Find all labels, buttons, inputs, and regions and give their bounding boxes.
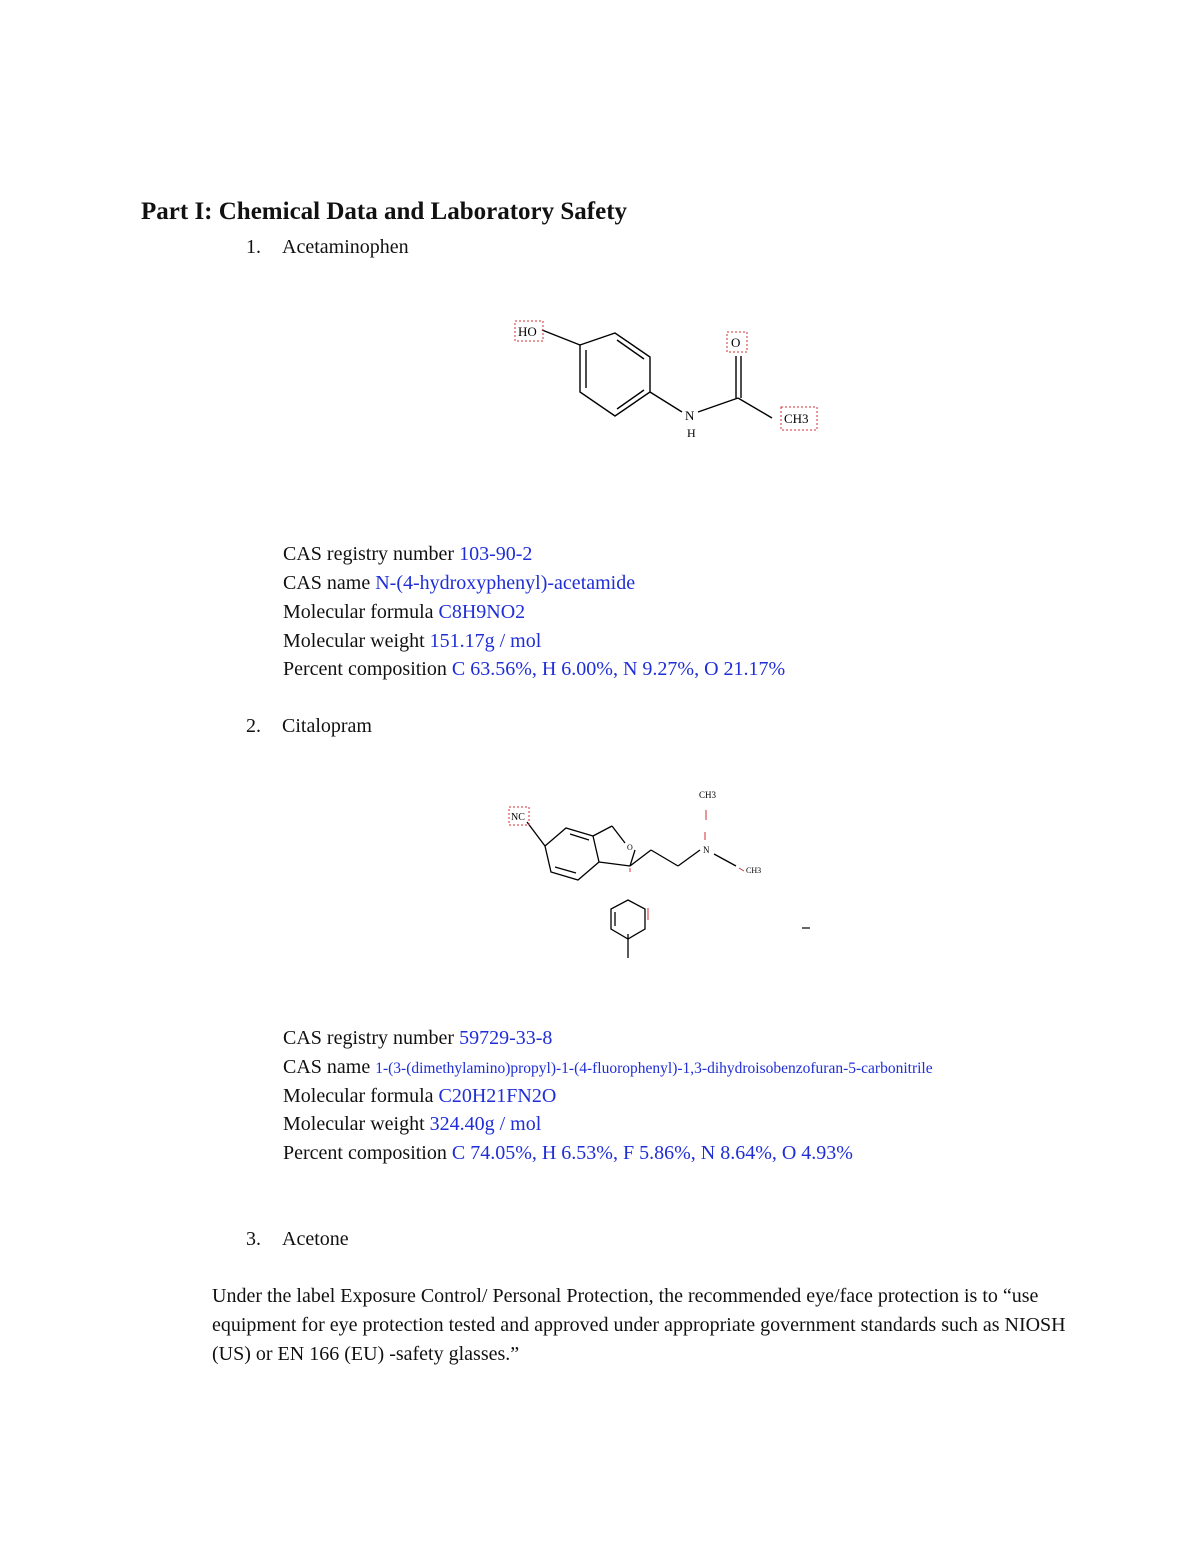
item-name: Acetaminophen (282, 236, 409, 258)
field-value: C 63.56%, H 6.00%, N 9.27%, O 21.17% (451, 658, 786, 680)
h-label: H (687, 426, 696, 440)
field-label: CAS registry number (283, 1027, 455, 1049)
list-item-citalopram (246, 715, 372, 738)
field-label: Molecular formula (283, 601, 434, 623)
field-label: Molecular weight (283, 1113, 425, 1135)
o-label: O (731, 335, 741, 350)
field-label: CAS name (283, 572, 371, 594)
list-item-acetaminophen (246, 236, 409, 259)
item-number: 1. (246, 236, 261, 258)
molecular-weight-row (283, 1113, 541, 1136)
cas-number-row (283, 1027, 552, 1050)
item-name: Citalopram (282, 715, 372, 737)
field-value: 324.40g / mol (429, 1113, 542, 1135)
page-title: Part I: Chemical Data and Laboratory Safety (141, 198, 628, 225)
field-value: 151.17g / mol (429, 630, 542, 652)
percent-composition-row (283, 658, 785, 681)
field-value: 59729-33-8 (459, 1027, 553, 1049)
molecular-formula-row (283, 601, 525, 624)
field-label: CAS name (283, 1056, 371, 1078)
field-label: Percent composition (283, 658, 447, 680)
ch3-right-label: CH3 (746, 866, 762, 875)
field-value: N-(4-hydroxyphenyl)-acetamide (375, 572, 636, 594)
cas-name-row (283, 572, 635, 595)
field-label: Molecular weight (283, 630, 425, 652)
n-label: N (685, 408, 695, 423)
cas-number-row (283, 543, 532, 566)
item-number: 2. (246, 715, 261, 737)
cas-name-row (283, 1056, 933, 1079)
percent-composition-row (283, 1142, 853, 1165)
item-name: Acetone (282, 1228, 349, 1250)
o-label: O (627, 843, 633, 852)
safety-paragraph: Under the label Exposure Control/ Personal Protection, the recommended eye/face protection is to “use equipment for eye protection tested and approved under appropriate government standards such as NIOSH (US) or EN 166 (EU) -safety glasses.” (212, 1285, 1066, 1365)
citalopram-structure (500, 780, 840, 985)
list-item-acetone (246, 1228, 349, 1251)
ho-label: HO (518, 324, 537, 339)
molecular-weight-row (283, 630, 541, 653)
ch3-label: CH3 (784, 411, 809, 426)
molecular-formula-row (283, 1085, 556, 1108)
field-label: CAS registry number (283, 543, 455, 565)
field-value: C8H9NO2 (438, 601, 526, 623)
field-value: C 74.05%, H 6.53%, F 5.86%, N 8.64%, O 4.93% (451, 1142, 853, 1164)
n-label: N (703, 845, 710, 855)
item-number: 3. (246, 1228, 261, 1250)
field-label: Percent composition (283, 1142, 447, 1164)
field-label: Molecular formula (283, 1085, 434, 1107)
field-value: 103-90-2 (459, 543, 533, 565)
field-value: C20H21FN2O (438, 1085, 557, 1107)
field-value: 1-(3-(dimethylamino)propyl)-1-(4-fluorophenyl)-1,3-dihydroisobenzofuran-5-carbonitrile (375, 1060, 933, 1077)
acetaminophen-structure (500, 300, 840, 460)
nc-label: NC (511, 812, 525, 823)
ch3-top-label: CH3 (699, 790, 717, 800)
